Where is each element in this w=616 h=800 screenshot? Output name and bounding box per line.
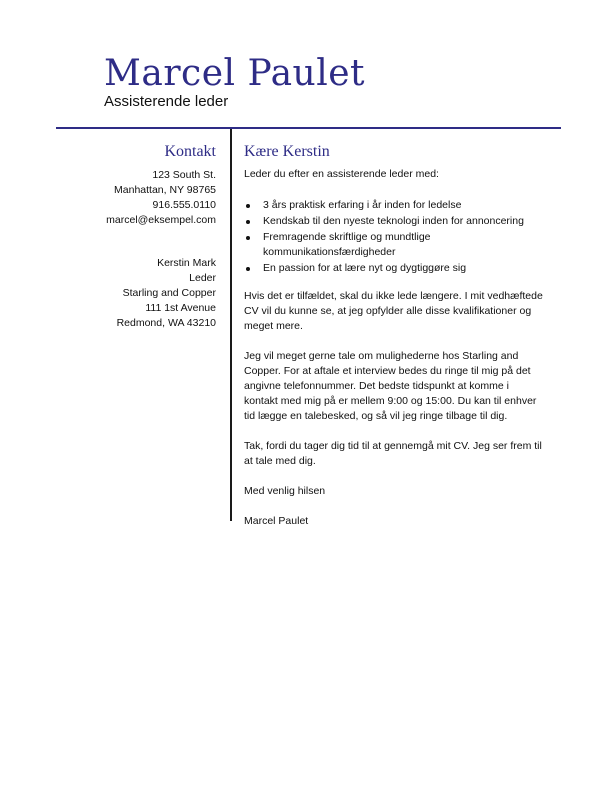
sender-phone: 916.555.0110 — [152, 199, 216, 211]
list-item: En passion for at lære nyt og dygtiggøre sig — [244, 261, 544, 276]
contact-column — [56, 143, 216, 331]
signature-name: Marcel Paulet — [244, 515, 309, 527]
recipient-title: Leder — [189, 272, 216, 284]
list-item: Fremragende skriftlige og mundtlige kommunikationsfærdigheder — [244, 230, 544, 260]
list-item: Kendskab til den nyeste teknologi inden for annoncering — [244, 214, 544, 229]
intro-paragraph: Leder du efter en assisterende leder med: — [244, 168, 439, 180]
sender-address-city: Manhattan, NY 98765 — [114, 184, 216, 196]
recipient-city: Redmond, WA 43210 — [116, 317, 216, 329]
list-item: 3 års praktisk erfaring i år inden for ledelse — [244, 198, 544, 213]
header-divider — [56, 127, 561, 129]
contact-heading: Kontakt — [164, 143, 216, 160]
salutation: Kære Kerstin — [244, 143, 330, 160]
sender-email: marcel@eksempel.com — [106, 214, 216, 226]
column-divider — [230, 129, 232, 521]
recipient-name: Kerstin Mark — [157, 257, 216, 269]
qualification-list — [244, 198, 544, 276]
recipient-company: Starling and Copper — [122, 287, 216, 299]
closing: Med venlig hilsen — [244, 485, 326, 497]
sender-name: Marcel Paulet — [104, 53, 365, 94]
body-paragraph: Jeg vil meget gerne tale om mulighederne hos Starling and Copper. For at aftale et interview bedes du ringe til mig på det angivne telefonnummer. Det bedste tidspunkt at komme i kontakt med mig på er mellem 9:00 og 15:00. Du kan til enhver tid lægge en talebesked, og så vil jeg ringe tilbage til dig. — [244, 350, 537, 422]
sender-role: Assisterende leder — [104, 93, 229, 110]
letter-body — [244, 143, 544, 544]
body-paragraph: Tak, fordi du tager dig tid til at gennemgå mit CV. Jeg ser frem til at tale med dig. — [244, 440, 542, 467]
recipient-street: 111 1st Avenue — [145, 302, 216, 314]
body-paragraph: Hvis det er tilfældet, skal du ikke lede længere. I mit vedhæftede CV vil du kunne se, at jeg opfylder alle disse kvalifikationer og meget mere. — [244, 290, 543, 332]
sender-address-street: 123 South St. — [152, 169, 216, 181]
